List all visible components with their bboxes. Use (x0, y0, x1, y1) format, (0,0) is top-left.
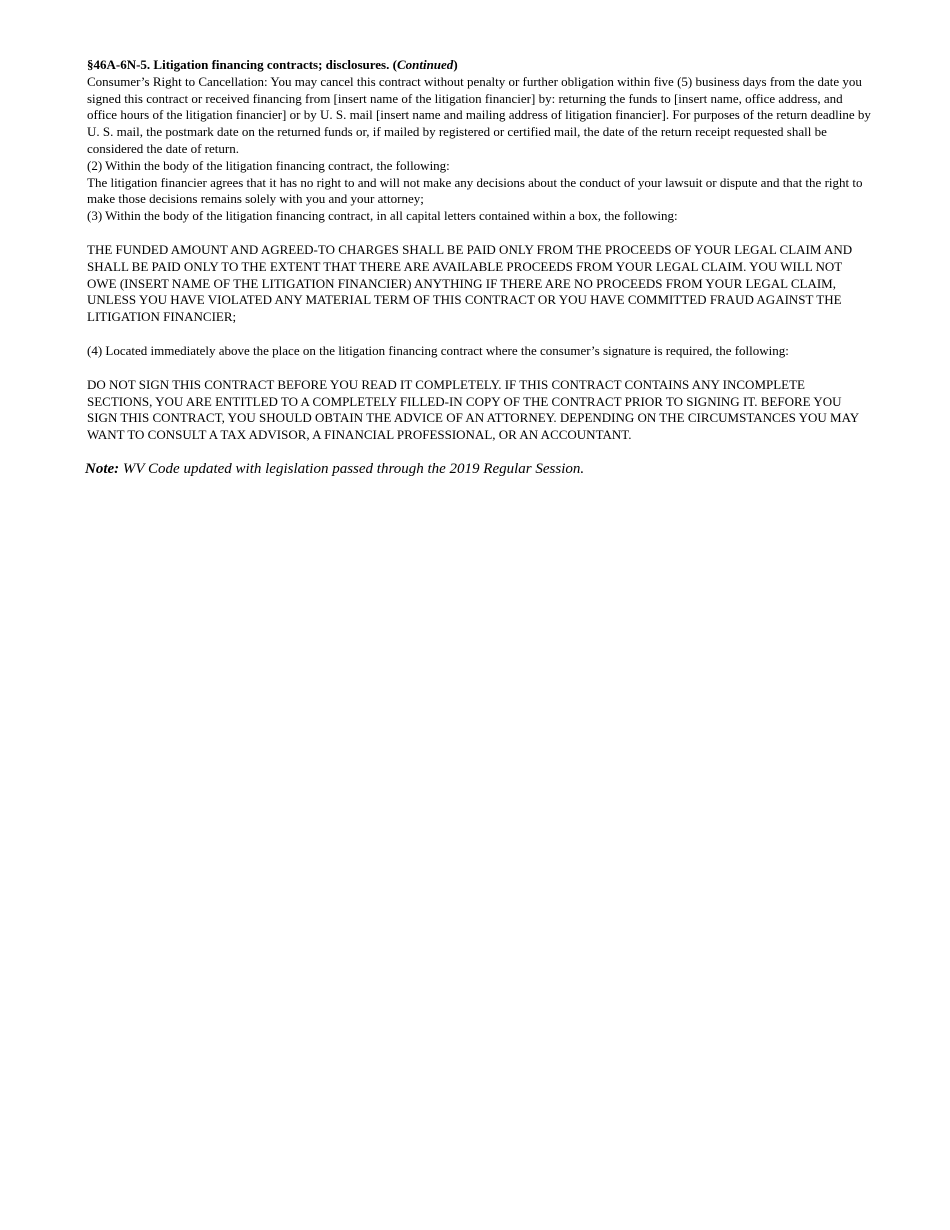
section-heading-title: §46A-6N-5. Litigation financing contracts; disclosures. ( (87, 57, 397, 72)
section-heading-close: ) (453, 57, 458, 72)
section-heading (87, 57, 872, 74)
section-heading-continued: Continued (396, 57, 454, 72)
paragraph-gap (87, 326, 872, 343)
item-4-intro: (4) Located immediately above the place on the litigation financing contract where the consumer’s signature is required, the following: (87, 342, 789, 358)
item-3-text: THE FUNDED AMOUNT AND AGREED-TO CHARGES SHALL BE PAID ONLY FROM THE PROCEEDS OF YOUR LEGAL CLAIM AND SHALL BE PAID ONLY TO THE EXTENT THAT THERE ARE AVAILABLE PROCEEDS FROM YOUR LEGAL CLAIM. YOU WILL NOT OWE (INSERT NAME OF THE LITIGATION FINANCIER) ANYTHING IF THERE ARE NO PROCEEDS FROM YOUR LEGAL CLAIM, UNLESS YOU HAVE VIOLATED ANY MATERIAL TERM OF THIS CONTRACT OR YOU HAVE COMMITTED FRAUD AGAINST THE LITIGATION FINANCIER; (87, 241, 853, 325)
code-update-note (85, 460, 872, 478)
paragraph-gap (87, 360, 872, 377)
note-label: Note: (85, 460, 120, 477)
paragraph-gap (87, 225, 872, 242)
document-page (87, 57, 872, 493)
item-4-text: DO NOT SIGN THIS CONTRACT BEFORE YOU READ IT COMPLETELY. IF THIS CONTRACT CONTAINS ANY INCOMPLETE SECTIONS, YOU ARE ENTITLED TO A COMPLETELY FILLED-IN COPY OF THE CONTRACT PRIOR TO SIGNING IT. BEFORE YOU SIGN THIS CONTRACT, YOU SHOULD OBTAIN THE ADVICE OF AN ATTORNEY. DEPENDING ON THE CIRCUMSTANCES YOU MAY WANT TO CONSULT A TAX ADVISOR, A FINANCIAL PROFESSIONAL, OR AN ACCOUNTANT. (87, 376, 859, 443)
note-text: WV Code updated with legislation passed through the 2019 Regular Session. (119, 460, 585, 477)
item-3-intro: (3) Within the body of the litigation financing contract, in all capital letters contained within a box, the following: (87, 208, 678, 224)
cancellation-paragraph: Consumer’s Right to Cancellation: You may cancel this contract without penalty or further obligation within five (5) business days from the date you signed this contract or received financing from [insert name of the litigation financier] by: returning the funds to [insert name, office address, and office hours of the litigation financier] or by U. S. mail [insert name and mailing address of litigation financier]. For purposes of the return deadline by U. S. mail, the postmark date on the returned funds or, if mailed by registered or certified mail, the date of the return receipt requested shall be considered the date of return. (87, 73, 871, 156)
item-2-text: The litigation financier agrees that it has no right to and will not make any decisions about the conduct of your lawsuit or dispute and that the right to make those decisions remains solely with you and your attorney; (87, 174, 863, 207)
item-2-intro: (2) Within the body of the litigation financing contract, the following: (87, 157, 450, 173)
